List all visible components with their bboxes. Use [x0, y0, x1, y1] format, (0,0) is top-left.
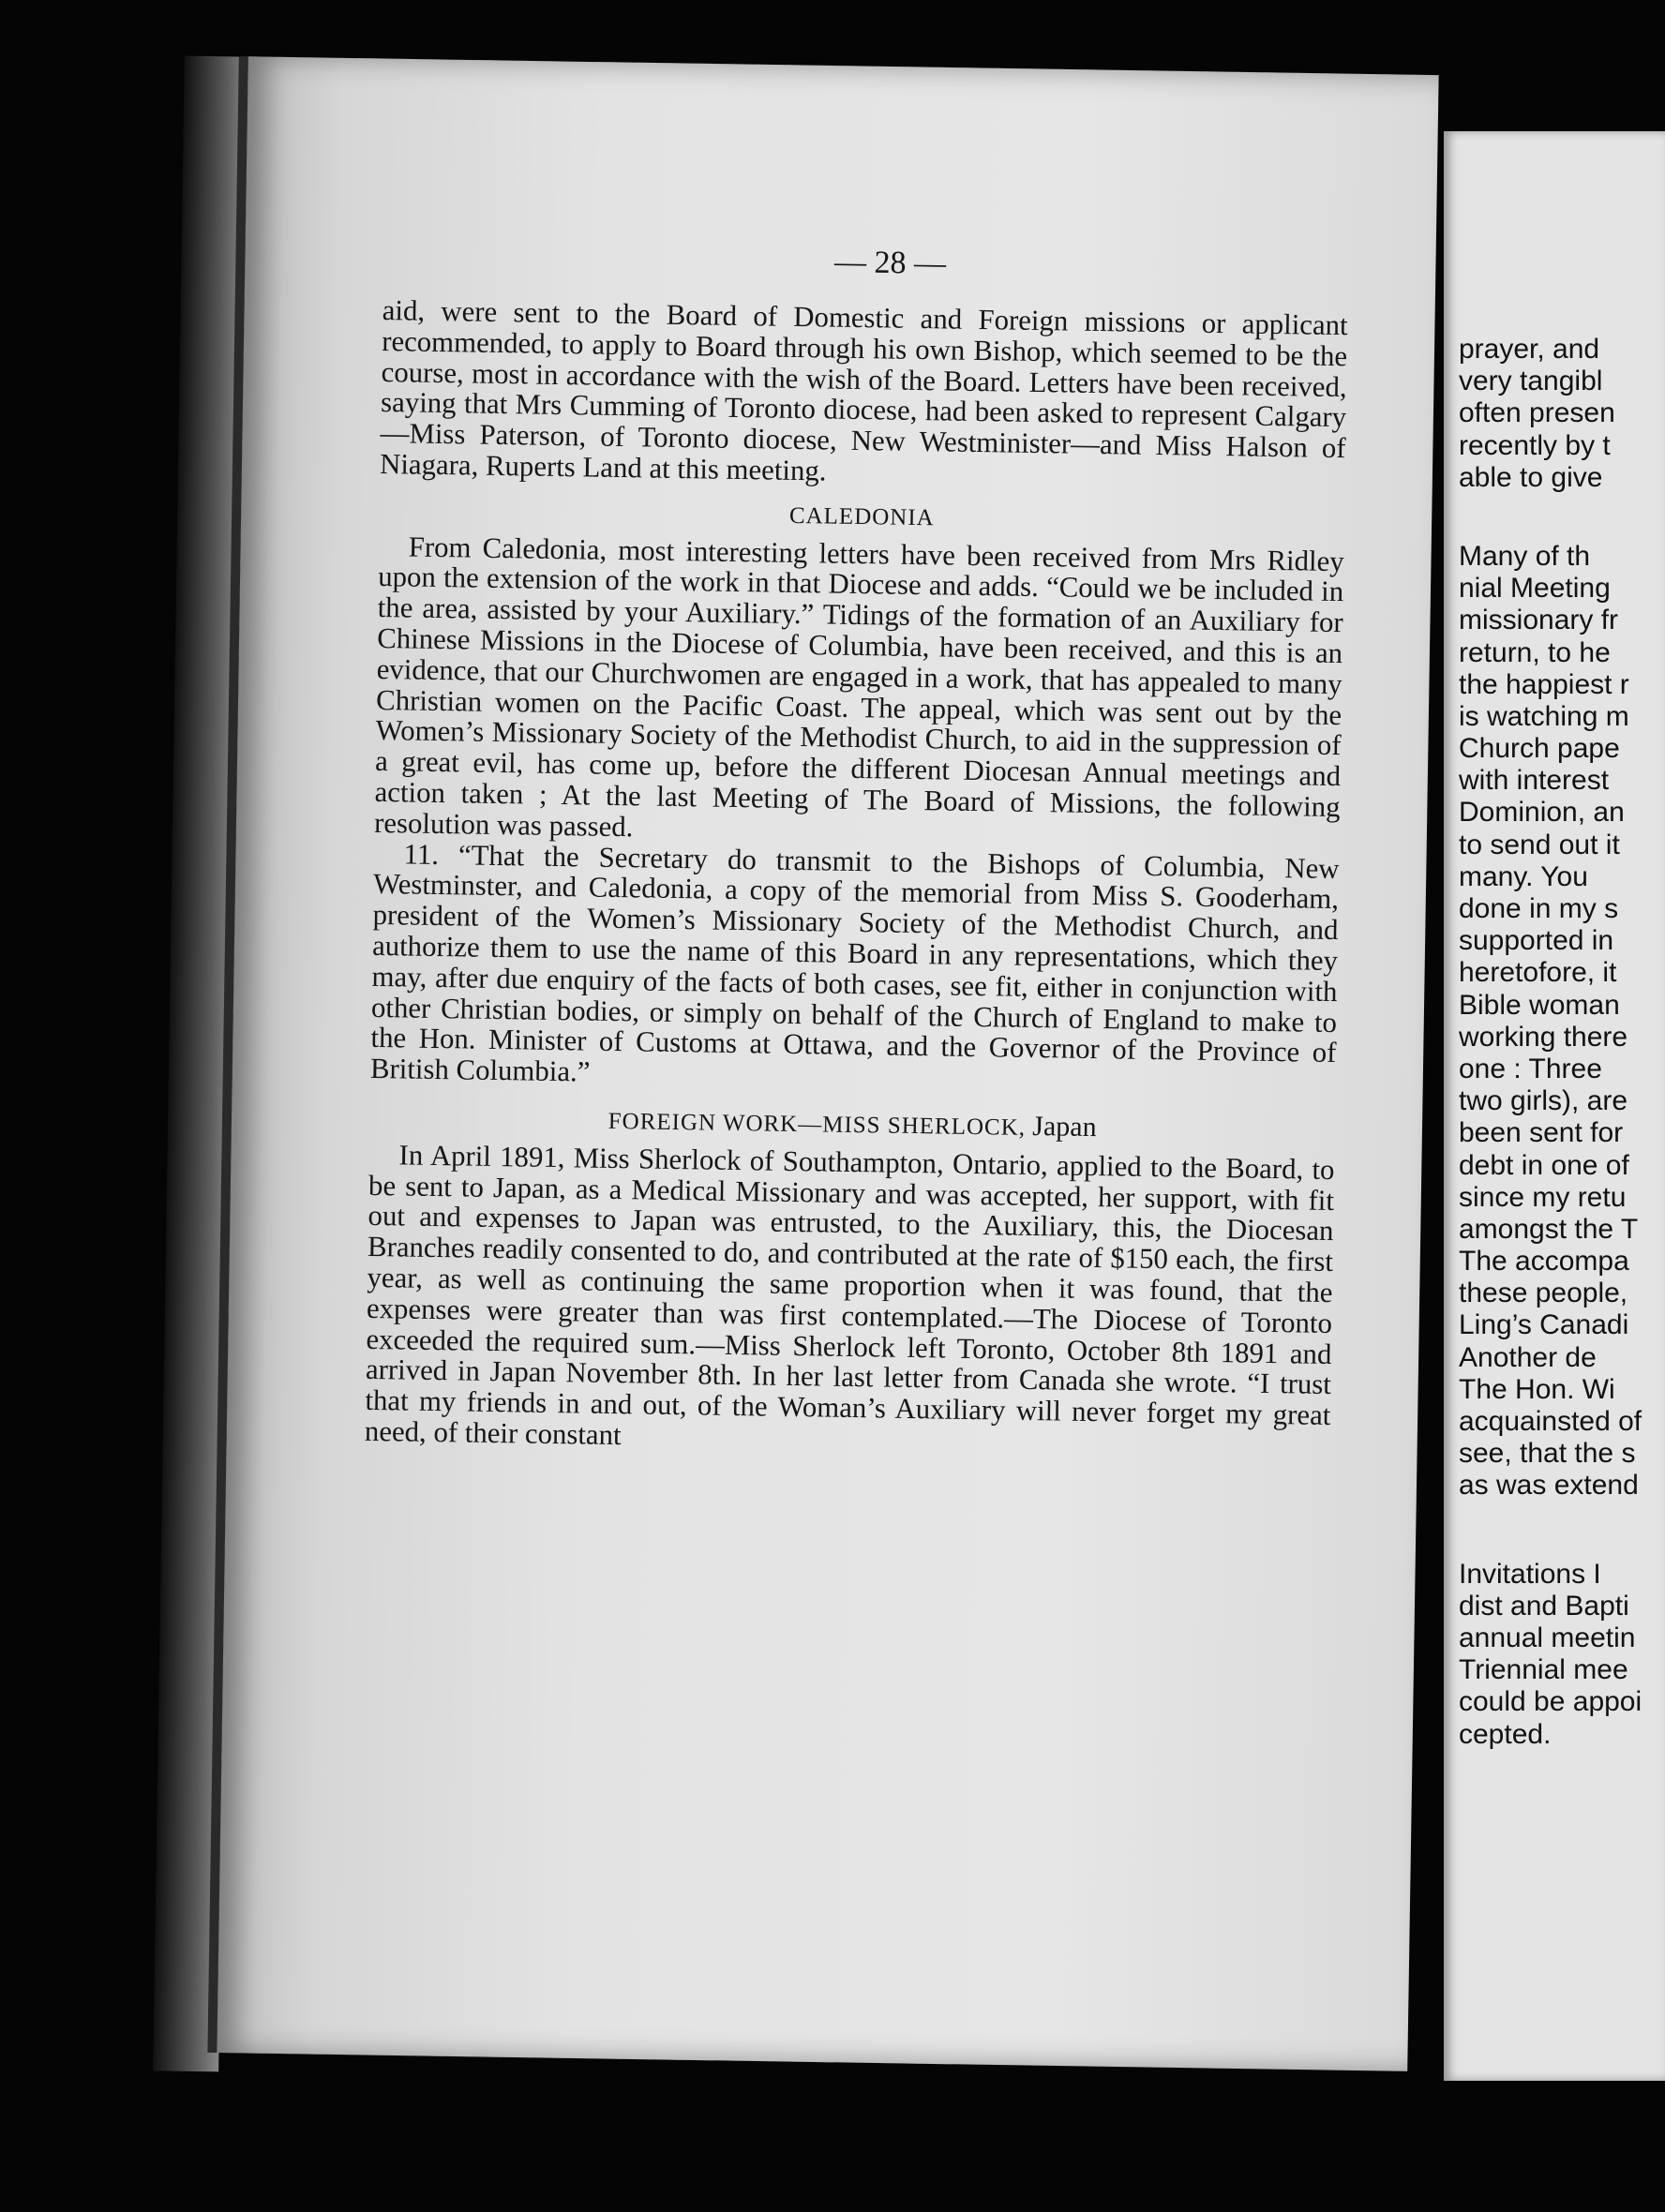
facing-line: The Hon. Wi: [1459, 1373, 1615, 1405]
facing-line: amongst the T: [1459, 1213, 1639, 1245]
facing-line: with interest: [1459, 765, 1610, 797]
facing-line: prayer, and: [1459, 334, 1600, 365]
left-page-text: [365, 295, 1348, 1462]
facing-line: could be appoi: [1459, 1686, 1642, 1718]
facing-line: one : Three: [1459, 1053, 1602, 1084]
facing-gap: [1459, 494, 1665, 541]
facing-gap: [1459, 1502, 1665, 1559]
facing-line: Triennial mee: [1459, 1654, 1628, 1686]
facing-line: the happiest r: [1459, 668, 1629, 700]
caledonia-paragraph: From Caledonia, most interesting letters have been received from Mrs Ridley upon the extension of the work in that Diocese and adds. “Could we be included in the area, assisted by your Auxiliary.” Tidings of the formation of an Auxiliary for Chinese Missions in the Diocese of Columbia, have been received, and this is an evidence, that our Churchwomen are engaged in a work, that has appealed to many Christian women on the Pacific Coast. The appeal, which was sent out by the Women’s Missionary Society of the Methodist Church, to aid in the suppression of a great evil, has come up, before the different Diocesan Annual meetings and action taken ; At the last Meeting of The Board of Missions, the following resolution was passed.: [373, 531, 1344, 844]
facing-line: able to give: [1459, 461, 1603, 493]
facing-line: heretofore, it: [1459, 957, 1617, 989]
resolution-paragraph: 11. “That the Secretary do transmit to the Bishops of Columbia, New Westminster, and Caledonia, a copy of the memorial from Miss S. Gooderham, president of the Women’s Missionary Society of the Methodist Church, and authorize them to use the name of this Board in any representations, which they may, after due enquiry of the facts of both cases, see fit, either in conjunction with other Christian bodies, or simply on behalf of the Church of England to make to the Hon. Minister of Customs at Ottawa, and the Governor of the Province of British Columbia.”: [369, 837, 1340, 1088]
facing-line: many. You: [1459, 860, 1588, 892]
foreign-work-heading-text: FOREIGN WORK—MISS SHERLOCK,: [608, 1108, 1027, 1141]
facing-line: annual meetin: [1459, 1622, 1636, 1653]
facing-line: since my retu: [1459, 1181, 1627, 1213]
facing-line: is watching m: [1459, 700, 1629, 732]
facing-line: nial Meeting: [1459, 573, 1611, 605]
facing-line: dist and Bapti: [1459, 1590, 1629, 1622]
facing-line: Invitations I: [1459, 1558, 1601, 1590]
facing-line: acquainsted of: [1459, 1406, 1642, 1437]
facing-line: missionary fr: [1459, 605, 1619, 636]
facing-line: Church pape: [1459, 733, 1620, 765]
facing-line: cepted.: [1459, 1718, 1552, 1750]
caledonia-heading: CALEDONIA: [788, 502, 935, 531]
facing-line: debt in one of: [1459, 1149, 1629, 1181]
facing-line: these people,: [1459, 1278, 1628, 1309]
facing-line: working there: [1459, 1021, 1628, 1053]
facing-line: Dominion, an: [1459, 797, 1625, 829]
facing-line: Many of th: [1459, 540, 1591, 572]
facing-line: very tangibl: [1459, 366, 1603, 397]
facing-line: to send out it: [1459, 829, 1620, 860]
page-number: — 28 —: [833, 245, 947, 281]
opening-paragraph: aid, were sent to the Board of Domestic and Foreign missions or applicant recommended, to apply to Board through his own Bishop, which seemed to be the course, most in accordance with the wish of the Board. Letters have been received, saying that Mrs Cumming of Toronto diocese, had been asked to represent Calgary—Miss Paterson, of Toronto diocese, New Westminister—and Miss Halson of Niagara, Ruperts Land at this meeting.: [379, 294, 1348, 487]
facing-line: as was extend: [1459, 1470, 1639, 1502]
facing-line: two girls), are: [1459, 1085, 1628, 1117]
facing-line: often presen: [1459, 397, 1615, 429]
sherlock-paragraph: In April 1891, Miss Sherlock of Southampton, Ontario, applied to the Board, to be sent to Japan, as a Medical Missionary and was accepted, her support, with fit out and expenses to Japan was entrusted, to the Auxiliary, this, the Diocesan Branches readily consented to do, and contributed at the rate of $150 each, the first year, as well as continuing the same proportion when it was found, that the expenses were greater than was first contemplated.—The Diocese of Toronto exceeded the required sum.—Miss Sherlock left Toronto, October 8th 1891 and arrived in Japan November 8th. In her last letter from Canada she wrote. “I trust that my friends in and out, of the Woman’s Auxiliary will never forget my great need, of their constant: [364, 1139, 1335, 1452]
facing-line: Bible woman: [1459, 989, 1620, 1021]
facing-page-text: [1459, 334, 1665, 1751]
facing-line: done in my s: [1459, 893, 1619, 924]
facing-line: been sent for: [1459, 1117, 1624, 1149]
facing-line: The accompa: [1459, 1246, 1629, 1278]
facing-line: recently by t: [1459, 429, 1611, 461]
facing-line: supported in: [1459, 925, 1614, 957]
facing-line: see, that the s: [1459, 1438, 1636, 1470]
facing-line: return, to he: [1459, 636, 1611, 668]
facing-line: Another de: [1459, 1341, 1597, 1373]
foreign-work-heading-japan: Japan: [1032, 1110, 1097, 1143]
facing-line: Ling’s Canadi: [1459, 1309, 1629, 1341]
